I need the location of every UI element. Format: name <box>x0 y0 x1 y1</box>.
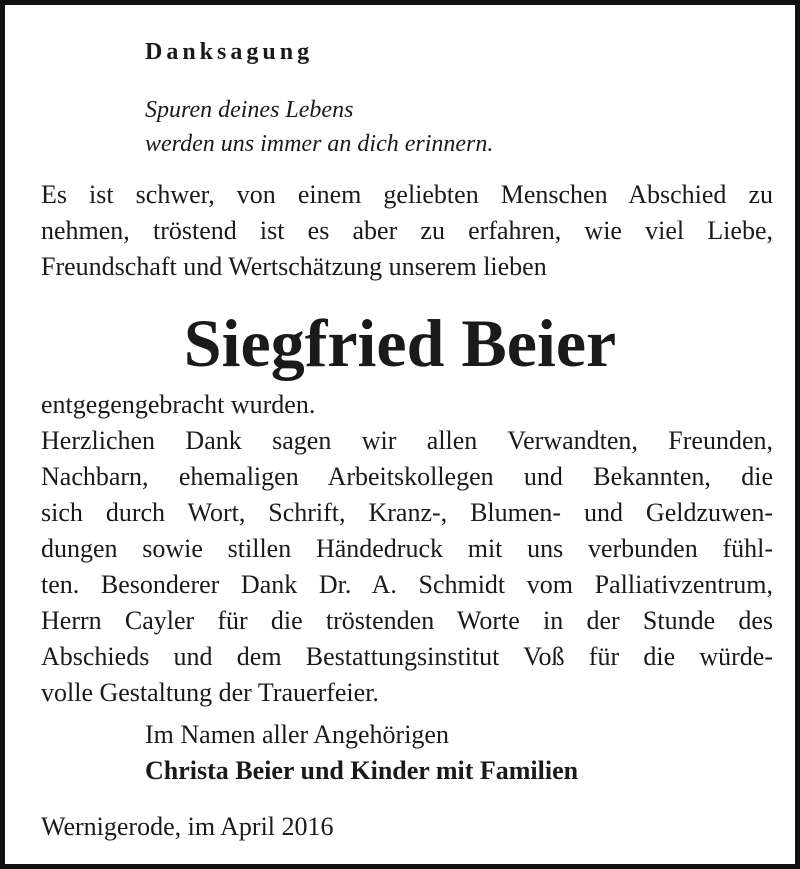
motto-line: Spuren deines Lebens <box>145 97 354 123</box>
motto <box>145 93 493 161</box>
intro-line: nehmen, tröstend ist es aber zu erfahren, wie viel Liebe, <box>41 216 773 245</box>
body-line: volle Gestaltung der Trauerfeier. <box>41 678 379 707</box>
place-date: Wernigerode, im April 2016 <box>41 812 334 841</box>
intro-paragraph <box>41 177 773 285</box>
heading: Danksagung <box>145 39 314 65</box>
body-line: sich durch Wort, Schrift, Kranz-, Blumen- und Geldzuwen- <box>41 498 773 527</box>
thanks-paragraph <box>41 387 773 711</box>
body-line: dungen sowie stillen Händedruck mit uns verbunden fühl- <box>41 534 773 563</box>
signature-names: Christa Beier und Kinder mit Familien <box>145 756 579 785</box>
signature <box>145 717 578 789</box>
motto-line: werden uns immer an dich erinnern. <box>145 131 494 157</box>
body-line: ten. Besonderer Dank Dr. A. Schmidt vom Palliativzentrum, <box>41 570 773 599</box>
signature-intro: Im Namen aller Angehörigen <box>145 720 449 749</box>
body-line: Abschieds und dem Bestattungsinstitut Voß für die würde- <box>41 642 773 671</box>
intro-line: Es ist schwer, von einem geliebten Menschen Abschied zu <box>41 180 773 209</box>
body-line: entgegengebracht wurden. <box>41 390 316 419</box>
intro-line: Freundschaft und Wertschätzung unserem lieben <box>41 252 547 281</box>
body-line: Herrn Cayler für die tröstenden Worte in der Stunde des <box>41 606 773 635</box>
body-line: Herzlichen Dank sagen wir allen Verwandten, Freunden, <box>41 426 773 455</box>
deceased-name: Siegfried Beier <box>183 305 617 381</box>
body-line: Nachbarn, ehemaligen Arbeitskollegen und Bekannten, die <box>41 462 773 491</box>
